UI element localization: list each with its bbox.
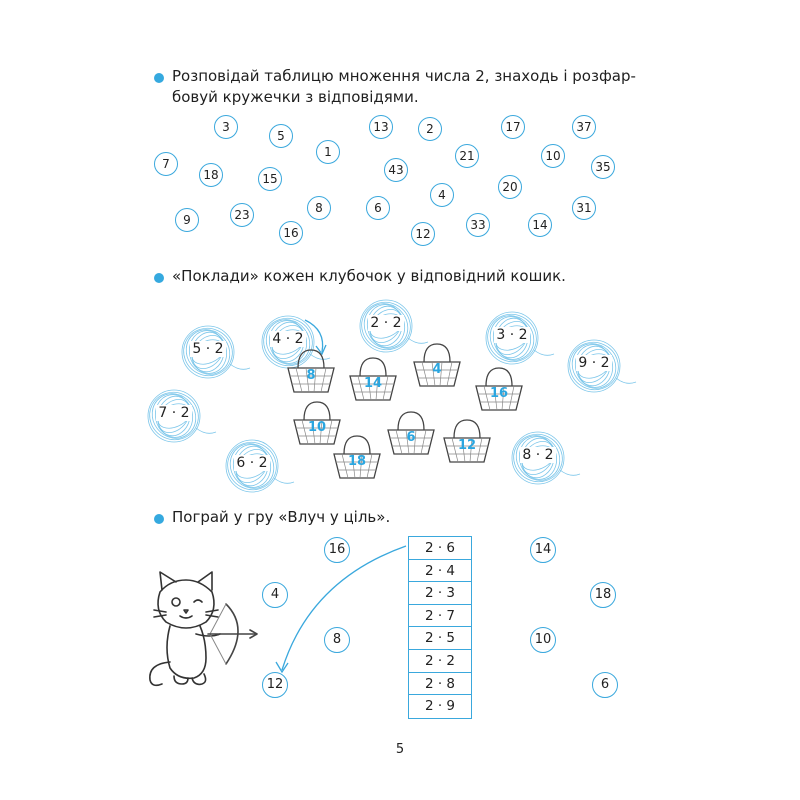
yarn-ball-expression: 3 · 2: [496, 327, 528, 343]
bullet-dot-icon: [154, 273, 164, 283]
number-circle[interactable]: 15: [258, 167, 282, 191]
target-circle[interactable]: 10: [530, 627, 556, 653]
number-circle[interactable]: 37: [572, 115, 596, 139]
task2-instruction: «Поклади» кожен клубочок у відповідний кошик.: [172, 267, 566, 285]
number-circle[interactable]: 7: [154, 152, 178, 176]
number-circle[interactable]: 13: [369, 115, 393, 139]
yarn-ball-expression: 7 · 2: [158, 405, 190, 421]
yarn-ball[interactable]: [146, 388, 202, 444]
target-circle[interactable]: 12: [262, 672, 288, 698]
yarn-ball[interactable]: [180, 324, 236, 380]
yarn-ball-label: [484, 327, 540, 343]
number-circle[interactable]: 17: [501, 115, 525, 139]
basket[interactable]: [440, 418, 494, 466]
yarn-ball-expression: 8 · 2: [522, 447, 554, 463]
table-cell[interactable]: 2 · 6: [409, 537, 471, 560]
number-circle[interactable]: 31: [572, 196, 596, 220]
number-circle[interactable]: 18: [199, 163, 223, 187]
basket[interactable]: [330, 434, 384, 482]
basket[interactable]: [284, 348, 338, 396]
basket[interactable]: [472, 366, 526, 414]
number-circle[interactable]: 10: [541, 144, 565, 168]
basket[interactable]: [384, 410, 438, 458]
table-cell[interactable]: 2 · 9: [424, 698, 456, 715]
number-circle[interactable]: 35: [591, 155, 615, 179]
number-circle[interactable]: 9: [175, 208, 199, 232]
number-circle[interactable]: 23: [230, 203, 254, 227]
number-circle[interactable]: 14: [528, 213, 552, 237]
yarn-ball[interactable]: [358, 298, 414, 354]
target-circle[interactable]: 4: [262, 582, 288, 608]
yarn-ball-label: [260, 331, 316, 347]
number-circle[interactable]: 8: [307, 196, 331, 220]
number-circle[interactable]: 12: [411, 222, 435, 246]
table-cell[interactable]: 2 · 3: [409, 582, 471, 605]
yarn-ball-expression: 5 · 2: [192, 341, 224, 357]
target-circle[interactable]: 14: [530, 537, 556, 563]
table-cell[interactable]: 2 · 5: [409, 627, 471, 650]
yarn-ball-expression: 6 · 2: [236, 455, 268, 471]
yarn-ball-label: [224, 455, 280, 471]
task3-instruction: Пограй у гру «Влуч у ціль».: [172, 508, 391, 526]
basket-number: 6: [406, 430, 416, 445]
yarn-ball[interactable]: [224, 438, 280, 494]
yarn-ball-label: [358, 315, 414, 331]
basket-number: 18: [347, 454, 367, 469]
target-circle[interactable]: 16: [324, 537, 350, 563]
basket-number: 4: [432, 362, 442, 377]
number-circle[interactable]: 20: [498, 175, 522, 199]
number-circle[interactable]: 6: [366, 196, 390, 220]
page-number: 5: [395, 742, 405, 757]
number-circle[interactable]: 2: [418, 117, 442, 141]
basket-number: 10: [307, 420, 327, 435]
target-circle[interactable]: 8: [324, 627, 350, 653]
number-circle[interactable]: 33: [466, 213, 490, 237]
yarn-ball[interactable]: [510, 430, 566, 486]
task1-line1: Розповідай таблицю множення числа 2, знаходь і розфар-: [172, 67, 636, 85]
basket[interactable]: [346, 356, 400, 404]
yarn-ball-label: [566, 355, 622, 371]
target-circle[interactable]: 18: [590, 582, 616, 608]
number-circle[interactable]: 16: [279, 221, 303, 245]
basket[interactable]: [410, 342, 464, 390]
bullet-dot-icon: [154, 73, 164, 83]
yarn-ball-expression: 9 · 2: [578, 355, 610, 371]
yarn-ball-label: [180, 341, 236, 357]
basket-number: 16: [489, 386, 509, 401]
target-circle[interactable]: 6: [592, 672, 618, 698]
yarn-ball[interactable]: [566, 338, 622, 394]
yarn-ball[interactable]: [484, 310, 540, 366]
task1-line2: бовуй кружечки з відповідями.: [172, 88, 419, 106]
number-circle[interactable]: 4: [430, 183, 454, 207]
number-circle[interactable]: 21: [455, 144, 479, 168]
basket-number: 14: [363, 376, 383, 391]
number-circle[interactable]: 3: [214, 115, 238, 139]
table-cell[interactable]: 2 · 2: [409, 650, 471, 673]
multiplication-table: [408, 536, 472, 719]
number-circle[interactable]: 43: [384, 158, 408, 182]
basket-number: 12: [457, 438, 477, 453]
yarn-ball-label: [510, 447, 566, 463]
number-circle[interactable]: 5: [269, 124, 293, 148]
basket-number: 8: [306, 368, 316, 383]
table-cell[interactable]: 2 · 4: [409, 560, 471, 583]
table-cell[interactable]: 2 · 7: [409, 605, 471, 628]
number-circle[interactable]: 1: [316, 140, 340, 164]
task1-instruction: [172, 66, 636, 108]
yarn-ball-label: [146, 405, 202, 421]
yarn-ball-expression: 2 · 2: [370, 315, 402, 331]
bullet-dot-icon: [154, 514, 164, 524]
yarn-ball-expression: 4 · 2: [272, 331, 304, 347]
cat-archer-icon: [140, 568, 260, 698]
table-cell[interactable]: 2 · 8: [409, 673, 471, 696]
